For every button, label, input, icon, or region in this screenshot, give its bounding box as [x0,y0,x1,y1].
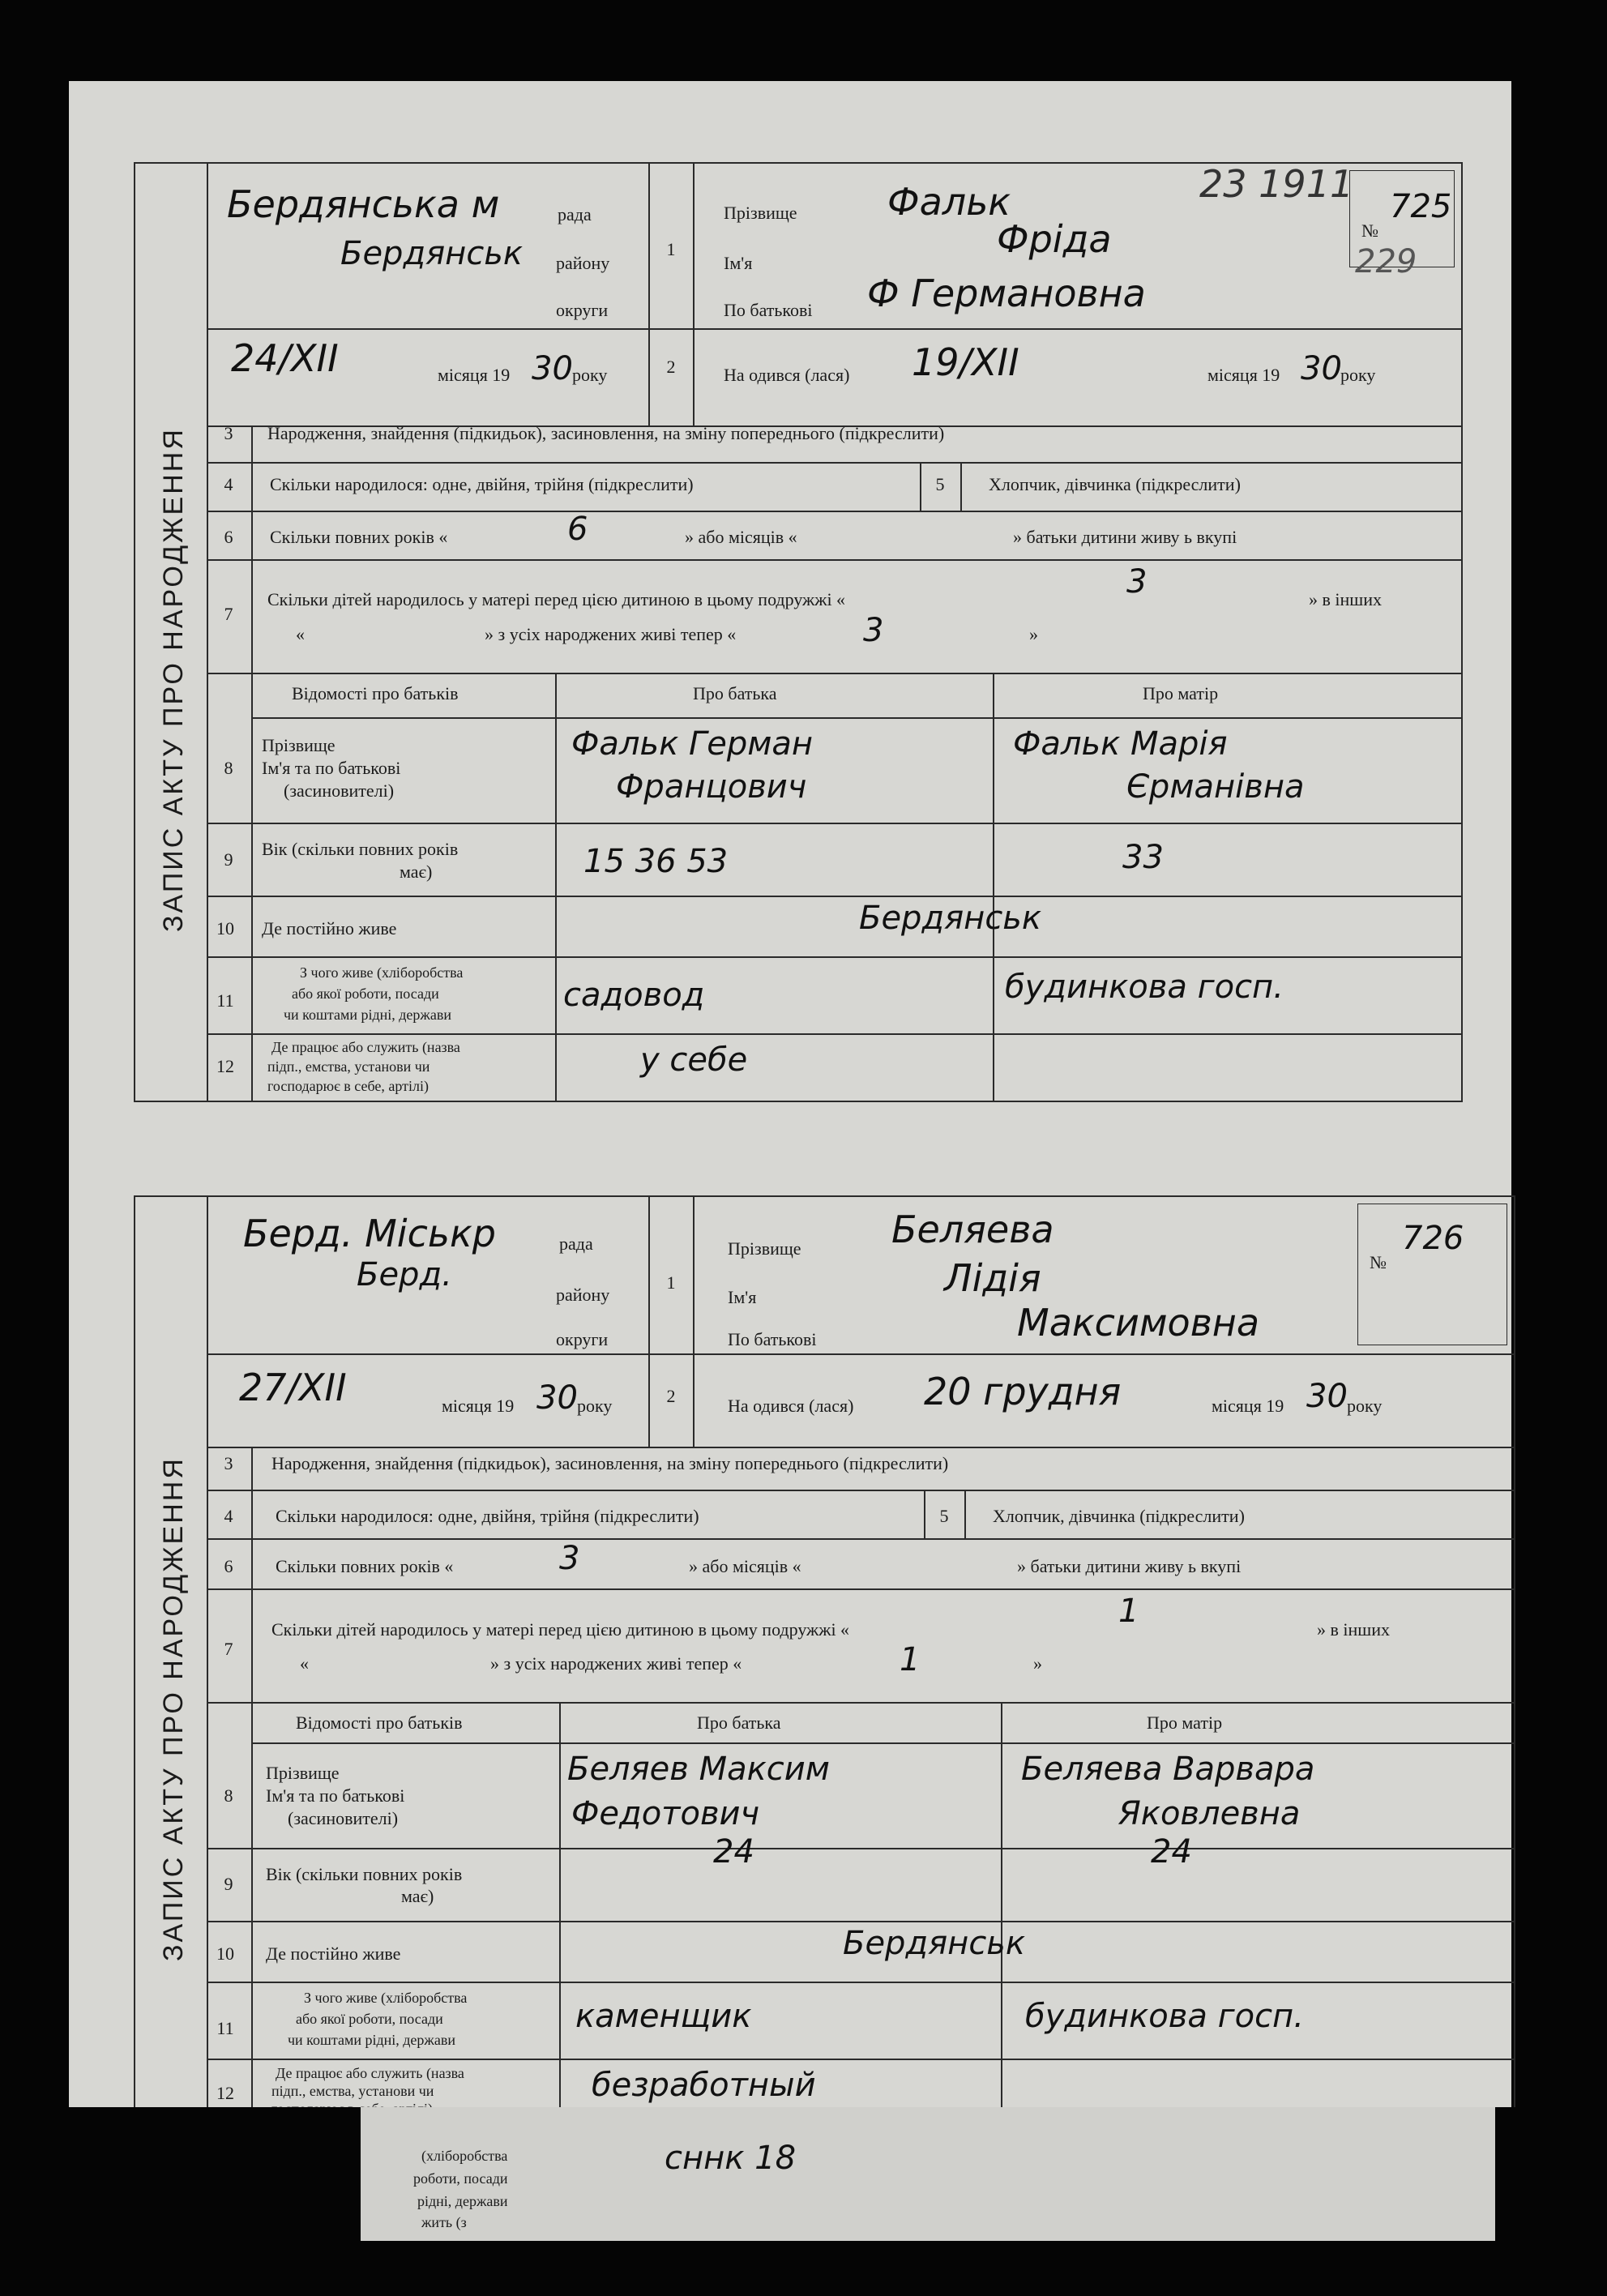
record-number: 726 [1402,1220,1464,1257]
record-number: 725 [1390,188,1452,225]
father-workplace: безработный [592,2067,816,2104]
father-name-1: Фальк Герман [571,725,814,763]
prior-children: 1 [1118,1593,1139,1630]
row11-label-a: З чого живе (хліборобства [304,1990,468,2006]
mother-header: Про матір [1143,683,1219,703]
record-number-extra: 229 [1355,243,1417,280]
row3-text: Народження, знайдення (підкидьок), засиновлення, на зміну попереднього (підкреслити) [267,423,945,443]
mother-name-1: Фальк Марія [1013,725,1228,763]
row5-text: Хлопчик, дівчинка (підкреслити) [993,1506,1245,1526]
fragment-label-3: рідні, держави [417,2193,508,2209]
living-children: 3 [863,612,884,649]
mother-occupation: будинкова госп. [1025,1998,1304,2035]
raion-value: Берд. [357,1256,452,1293]
father-header: Про батька [693,683,777,703]
row6-label-b: » або місяців « [685,527,797,547]
row9-label-a: Вік (скільки повних років [266,1864,463,1884]
row4-text: Скільки народилося: одне, двійня, трійня (підкреслити) [270,474,694,494]
row6-label-b: » або місяців « [689,1556,801,1576]
row12-label-c: господарює в себе, артілі) [267,1078,430,1094]
parents-info-header: Відомості про батьків [296,1712,463,1733]
row12-label-b: підп., емства, установи чи [267,1058,430,1075]
rada-label: рада [558,204,592,224]
registration-year-label: року [577,1396,613,1416]
row7-label-a: Скільки дітей народилось у матері перед цією дитиною в цьому подружжі « [271,1619,850,1640]
raion-label: районy [556,253,610,273]
row11-label-c: чи коштами рідні, держави [288,2032,455,2048]
mother-name-2: Єрманівна [1126,768,1305,806]
mother-name-2: Яковлевна [1118,1795,1301,1832]
father-occupation: садовод [563,977,705,1014]
birth-day: 19/XII [912,340,1019,384]
years-together: 3 [559,1540,580,1577]
registration-day: 24/XII [231,336,339,380]
row8-label-b: Ім'я та по батькові [262,758,401,778]
okrug-label: округи [556,1329,609,1349]
mother-age: 33 [1122,839,1164,876]
row6-label-c: » батьки дитини живу ь вкупі [1017,1556,1242,1576]
registration-year: 30 [536,1379,578,1417]
patronymic-value: Максимовна [1017,1301,1260,1345]
name-value: Лідія [944,1256,1041,1300]
row8-label-c: (засиновителі) [288,1808,399,1828]
birth-month-label: місяця 19 [1212,1396,1284,1416]
row8-label-b: Ім'я та по батькові [266,1785,405,1806]
row7-label-e: » [1029,624,1038,644]
row7-label-b: » в інших [1317,1619,1390,1640]
name-value: Фріда [997,217,1112,261]
row11-label-c: чи коштами рідні, держави [284,1007,451,1023]
row10-label: Де постійно живе [266,1943,401,1964]
row6-label-a: Скільки повних років « [270,527,448,547]
birth-month-label: місяця 19 [1207,365,1280,385]
years-together: 6 [567,511,588,548]
row9-label-a: Вік (скільки повних років [262,839,459,859]
registration-month-label: місяця 19 [442,1396,515,1416]
prior-children: 3 [1126,563,1148,601]
side-label: ЗАПИС АКТУ ПРО НАРОДЖЕННЯ [158,1456,189,1961]
surname-label: Прізвище [728,1238,801,1259]
row11-label-b: або якої роботи, посади [296,2011,443,2027]
number-label: № [1370,1252,1387,1272]
registration-month-label: місяця 19 [438,365,511,385]
row9-label-b: має) [401,1886,434,1906]
living-children: 1 [900,1641,921,1678]
row12-label-b: підп., емства, установи чи [271,2083,434,2099]
father-name-2: Федотович [571,1795,760,1832]
fragment-label-2: роботи, посади [413,2170,508,2187]
row3-text: Народження, знайдення (підкидьок), засиновлення, на зміну попереднього (підкреслити) [271,1453,949,1473]
row7-label-b: » в інших [1309,589,1382,609]
row11-label-b: або якої роботи, посади [292,986,439,1002]
father-occupation: каменщик [575,1998,752,2035]
row7-label-a: Скільки дітей народилось у матері перед цією дитиною в цьому подружжі « [267,589,846,609]
registration-year: 30 [532,350,573,387]
row11-label-a: З чого живе (хліборобства [300,964,464,981]
mother-occupation: будинкова госп. [1005,968,1284,1006]
rada-value: Бердянська м [227,182,500,226]
birth-year-label: року [1340,365,1376,385]
patronymic-label: По батькові [724,300,813,320]
row9-label-b: має) [400,862,433,882]
row8-label-a: Прізвище [262,735,336,755]
patronymic-label: По батькові [728,1329,817,1349]
rada-value: Берд. Міськр [243,1212,496,1255]
row7-label-d: » з усіх народжених живі тепер « [490,1653,742,1674]
row6-label-c: » батьки дитини живу ь вкупі [1013,527,1237,547]
mother-age: 24 [1151,1833,1192,1871]
father-name-2: Францович [616,768,807,806]
row7-label-e: » [1033,1653,1042,1674]
okrug-label: округи [556,300,609,320]
name-label: Ім'я [728,1287,757,1307]
mother-name-1: Беляева Варвара [1021,1751,1315,1788]
father-name-1: Беляев Максим [567,1751,830,1788]
surname-label: Прізвище [724,203,797,223]
residence: Бердянськ [859,900,1042,937]
birth-day: 20 грудня [924,1370,1122,1413]
raion-label: районy [556,1285,610,1305]
row5-text: Хлопчик, дівчинка (підкреслити) [989,474,1241,494]
born-label: На одився (лася) [724,365,850,385]
row7-label-c: « [300,1653,309,1674]
father-age: 24 [713,1833,754,1871]
patronymic-value: Ф Германовна [867,272,1146,315]
birth-year: 30 [1306,1378,1348,1415]
torn-fragment [361,2107,1495,2241]
surname-value: Фальк [887,180,1011,224]
mother-header: Про матір [1147,1712,1223,1733]
birth-year: 30 [1301,350,1342,387]
row4-text: Скільки народилося: одне, двійня, трійня (підкреслити) [276,1506,699,1526]
row6-label-a: Скільки повних років « [276,1556,454,1576]
registration-day: 27/XII [239,1366,347,1409]
side-label: ЗАПИС АКТУ ПРО НАРОДЖЕННЯ [158,427,189,932]
record-frame [134,1195,1515,2111]
father-header: Про батька [697,1712,781,1733]
birth-year-label: року [1347,1396,1383,1416]
row7-label-d: » з усіх народжених живі тепер « [485,624,737,644]
father-workplace: у себе [640,1041,748,1079]
fragment-label-4: жить (з [421,2214,467,2230]
row8-label-c: (засиновителі) [284,780,395,801]
residence: Бердянськ [843,1925,1026,1962]
born-label: На одився (лася) [728,1396,854,1416]
row7-label-c: « [296,624,305,644]
raion-value: Бердянськ [340,235,524,272]
row12-label-a: Де працює або служить (назва [271,1039,460,1055]
parents-info-header: Відомості про батьків [292,683,459,703]
row8-label-a: Прізвище [266,1763,340,1783]
row10-label: Де постійно живе [262,918,397,938]
fragment-label-1: (хліборобства [421,2148,508,2164]
fragment-handwriting: сннк 18 [665,2140,797,2177]
row12-label-a: Де працює або служить (назва [276,2065,464,2081]
rada-label: рада [559,1234,593,1254]
number-label: № [1361,220,1378,241]
father-age: 15 36 53 [583,843,729,880]
registration-year-label: року [572,365,608,385]
surname-value: Беляева [891,1208,1054,1251]
corner-note: 23 1911 [1199,162,1354,206]
name-label: Ім'я [724,253,753,273]
